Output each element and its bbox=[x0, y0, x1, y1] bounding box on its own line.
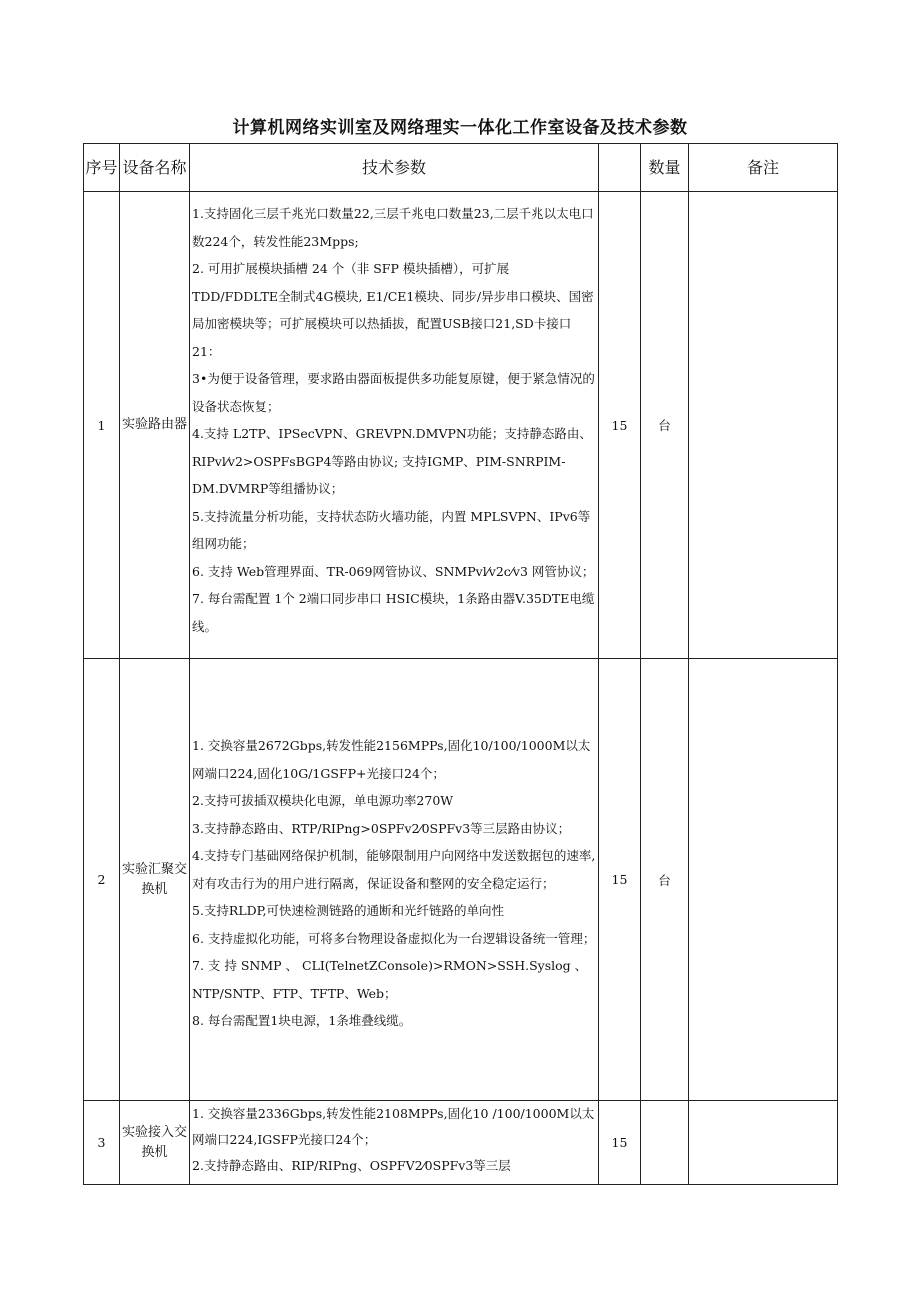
param-line: 3•为便于设备管理，要求路由器面板提供多功能复原键，便于紧急情况的设备状态恢复； bbox=[192, 371, 595, 414]
row-unit: 台 bbox=[641, 659, 689, 1101]
row-note bbox=[689, 659, 838, 1101]
header-unit bbox=[599, 144, 641, 192]
header-row bbox=[84, 144, 838, 192]
row-qty: 15 bbox=[599, 192, 641, 659]
param-line: 1. 交换容量2336Gbps,转发性能2108MPPs,固化10 /100/1000M以太网端口224,IGSFP光接口24个； bbox=[192, 1106, 595, 1147]
row-params bbox=[190, 659, 599, 1101]
header-qty: 数量 bbox=[641, 144, 689, 192]
row-params bbox=[190, 192, 599, 659]
table-row bbox=[84, 1101, 838, 1185]
row-index: 2 bbox=[84, 659, 120, 1101]
table-row bbox=[84, 192, 838, 659]
param-line: 4.支持专门基础网络保护机制，能够限制用户向网络中发送数据包的速率, 对有攻击行为的用户进行隔离，保证设备和整网的安全稳定运行； bbox=[192, 848, 596, 891]
header-note: 备注 bbox=[689, 144, 838, 192]
header-name: 设备名称 bbox=[120, 144, 190, 192]
page-title: 计算机网络实训室及网络理实一体化工作室设备及技术参数 bbox=[232, 118, 688, 138]
table-row bbox=[84, 659, 838, 1101]
param-line: 2.支持静态路由、RIP/RIPng、OSPFV2⁄0SPFv3等三层 bbox=[192, 1158, 511, 1173]
param-line: 6. 支持虚拟化功能，可将多台物理设备虚拟化为一台逻辑设备统一管理； bbox=[192, 930, 596, 946]
header-params: 技术参数 bbox=[190, 144, 599, 192]
row-qty: 15 bbox=[599, 1101, 641, 1185]
row-name: 实验汇聚交换机 bbox=[120, 659, 190, 1101]
row-qty: 15 bbox=[599, 659, 641, 1101]
param-line: 4.支持 L2TP、IPSecVPN、GREVPN.DMVPN功能；支持静态路由、RIPvl⁄v2>OSPFsBGP4等路由协议; 支持IGMP、PIM-SNRPIM-DM.DVMRP等组播协议； bbox=[192, 426, 592, 496]
param-line: 3.支持静态路由、RTP/RIPng>0SPFv2⁄0SPFv3等三层路由协议； bbox=[192, 820, 571, 836]
row-unit bbox=[641, 1101, 689, 1185]
param-line: 1.支持固化三层千兆光口数量22,三层千兆电口数量23,二层千兆以太电口数224个，转发性能23Mpps; bbox=[192, 206, 594, 249]
row-index: 3 bbox=[84, 1101, 120, 1185]
row-params bbox=[190, 1101, 599, 1185]
row-name: 实验路由器 bbox=[120, 192, 190, 659]
param-line: 7. 每台需配置 1个 2端口同步串口 HSIC模块，1条路由器V.35DTE电缆线。 bbox=[192, 591, 595, 634]
param-line: 1. 交换容量2672Gbps,转发性能2156MPPs,固化10/100/1000M以太网端口224,固化10G/1GSFP+光接口24个； bbox=[192, 738, 591, 781]
param-line: 7. 支 持 SNMP 、 CLI(TelnetZConsole)>RMON>SSH.Syslog 、NTP/SNTP、FTP、TFTP、Web； bbox=[192, 958, 588, 1001]
param-line: 2.支持可拔插双模块化电源，单电源功率270W bbox=[192, 793, 454, 809]
param-line: 5.支持流量分析功能，支持状态防火墙功能，内置 MPLSVPN、IPv6等组网功能； bbox=[192, 508, 591, 551]
param-line: 8. 每台需配置1块电源，1条堆叠线缆。 bbox=[192, 1013, 412, 1029]
equipment-table bbox=[83, 143, 838, 1185]
row-note bbox=[689, 1101, 838, 1185]
row-name: 实验接入交换机 bbox=[120, 1101, 190, 1185]
row-unit: 台 bbox=[641, 192, 689, 659]
header-index: 序号 bbox=[84, 144, 120, 192]
row-note bbox=[689, 192, 838, 659]
param-line: 2. 可用扩展模块插槽 24 个（非 SFP 模块插槽），可扩展 TDD/FDDLTE全制式4G模块, E1/CE1模块、同步/异步串口模块、国密局加密模块等；可扩展模块可以热插拔，配置USB接口21,SD卡接口21： bbox=[192, 261, 594, 359]
param-line: 6. 支持 Web管理界面、TR-069网管协议、SNMPvl⁄v2c⁄v3 网管协议； bbox=[192, 563, 595, 579]
param-line: 5.支持RLDP,可快速检测链路的通断和光纤链路的单向性 bbox=[192, 903, 505, 919]
row-index: 1 bbox=[84, 192, 120, 659]
